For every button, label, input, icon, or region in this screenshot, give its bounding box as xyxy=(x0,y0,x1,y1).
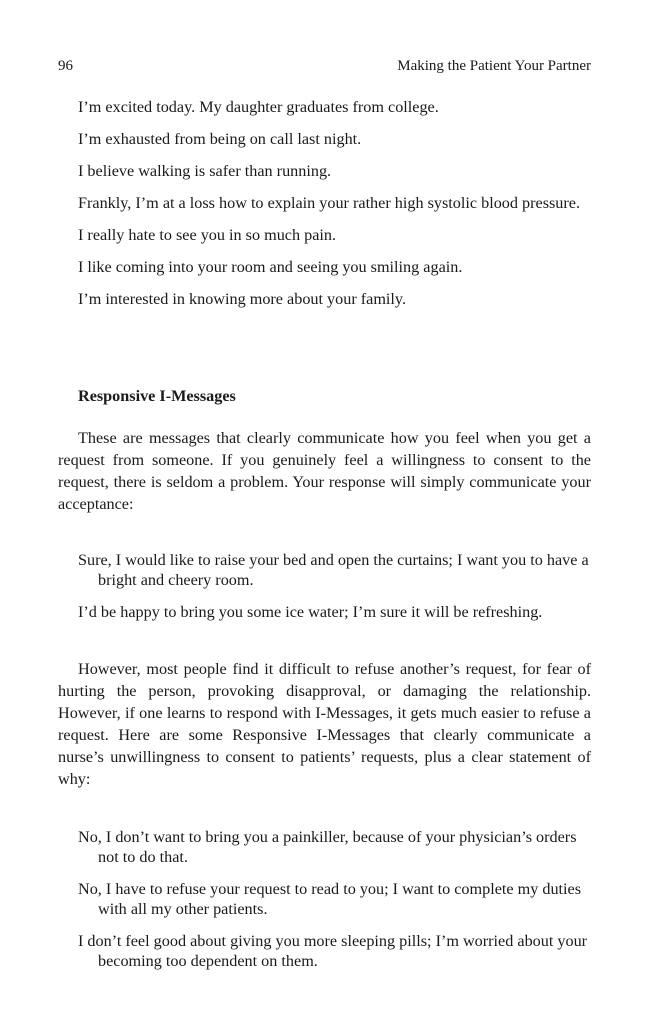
example-list-acceptance xyxy=(78,550,591,634)
example-item: I’m interested in knowing more about your family. xyxy=(78,290,407,308)
example-item: I don’t feel good about giving you more sleeping pills; I’m worried about your becoming too dependent on them. xyxy=(78,932,588,970)
example-item: I really hate to see you in so much pain. xyxy=(78,226,337,244)
example-item: Sure, I would like to raise your bed and open the curtains; I want you to have a bright and cheery room. xyxy=(78,551,589,589)
example-item: Frankly, I’m at a loss how to explain your rather high systolic blood pressure. xyxy=(78,194,581,212)
example-item: I’m excited today. My daughter graduates from college. xyxy=(78,98,439,116)
page-number: 96 xyxy=(58,58,73,74)
example-item: I’m exhausted from being on call last night. xyxy=(78,130,362,148)
example-item: I like coming into your room and seeing you smiling again. xyxy=(78,258,463,276)
book-page xyxy=(58,0,591,1036)
section-heading: Responsive I-Messages xyxy=(78,387,236,405)
example-item: No, I have to refuse your request to read to you; I want to complete my duties with all my other patients. xyxy=(78,880,582,918)
body-paragraph: These are messages that clearly communicate how you feel when you get a request from someone. If you genuinely feel a willingness to consent to the request, there is seldom a problem. Your response will simply communicate your acceptance: xyxy=(58,429,591,513)
running-title: Making the Patient Your Partner xyxy=(397,58,591,74)
example-list-refusals xyxy=(78,827,591,983)
body-paragraph: However, most people find it difficult to refuse another’s request, for fear of hurting the person, provoking disapproval, or damaging the relationship. However, if one learns to respond with I-Messages, it gets much easier to refuse a request. Here are some Responsive I-Messages that clearly communicate a nurse’s unwillingness to consent to patients’ requests, plus a clear statement of why: xyxy=(58,660,591,788)
example-item: I believe walking is safer than running. xyxy=(78,162,332,180)
example-item: I’d be happy to bring you some ice water; I’m sure it will be refreshing. xyxy=(78,603,543,621)
running-head xyxy=(58,58,591,78)
example-item: No, I don’t want to bring you a painkiller, because of your physician’s orders not to do that. xyxy=(78,828,577,866)
example-list-statements xyxy=(78,97,591,321)
